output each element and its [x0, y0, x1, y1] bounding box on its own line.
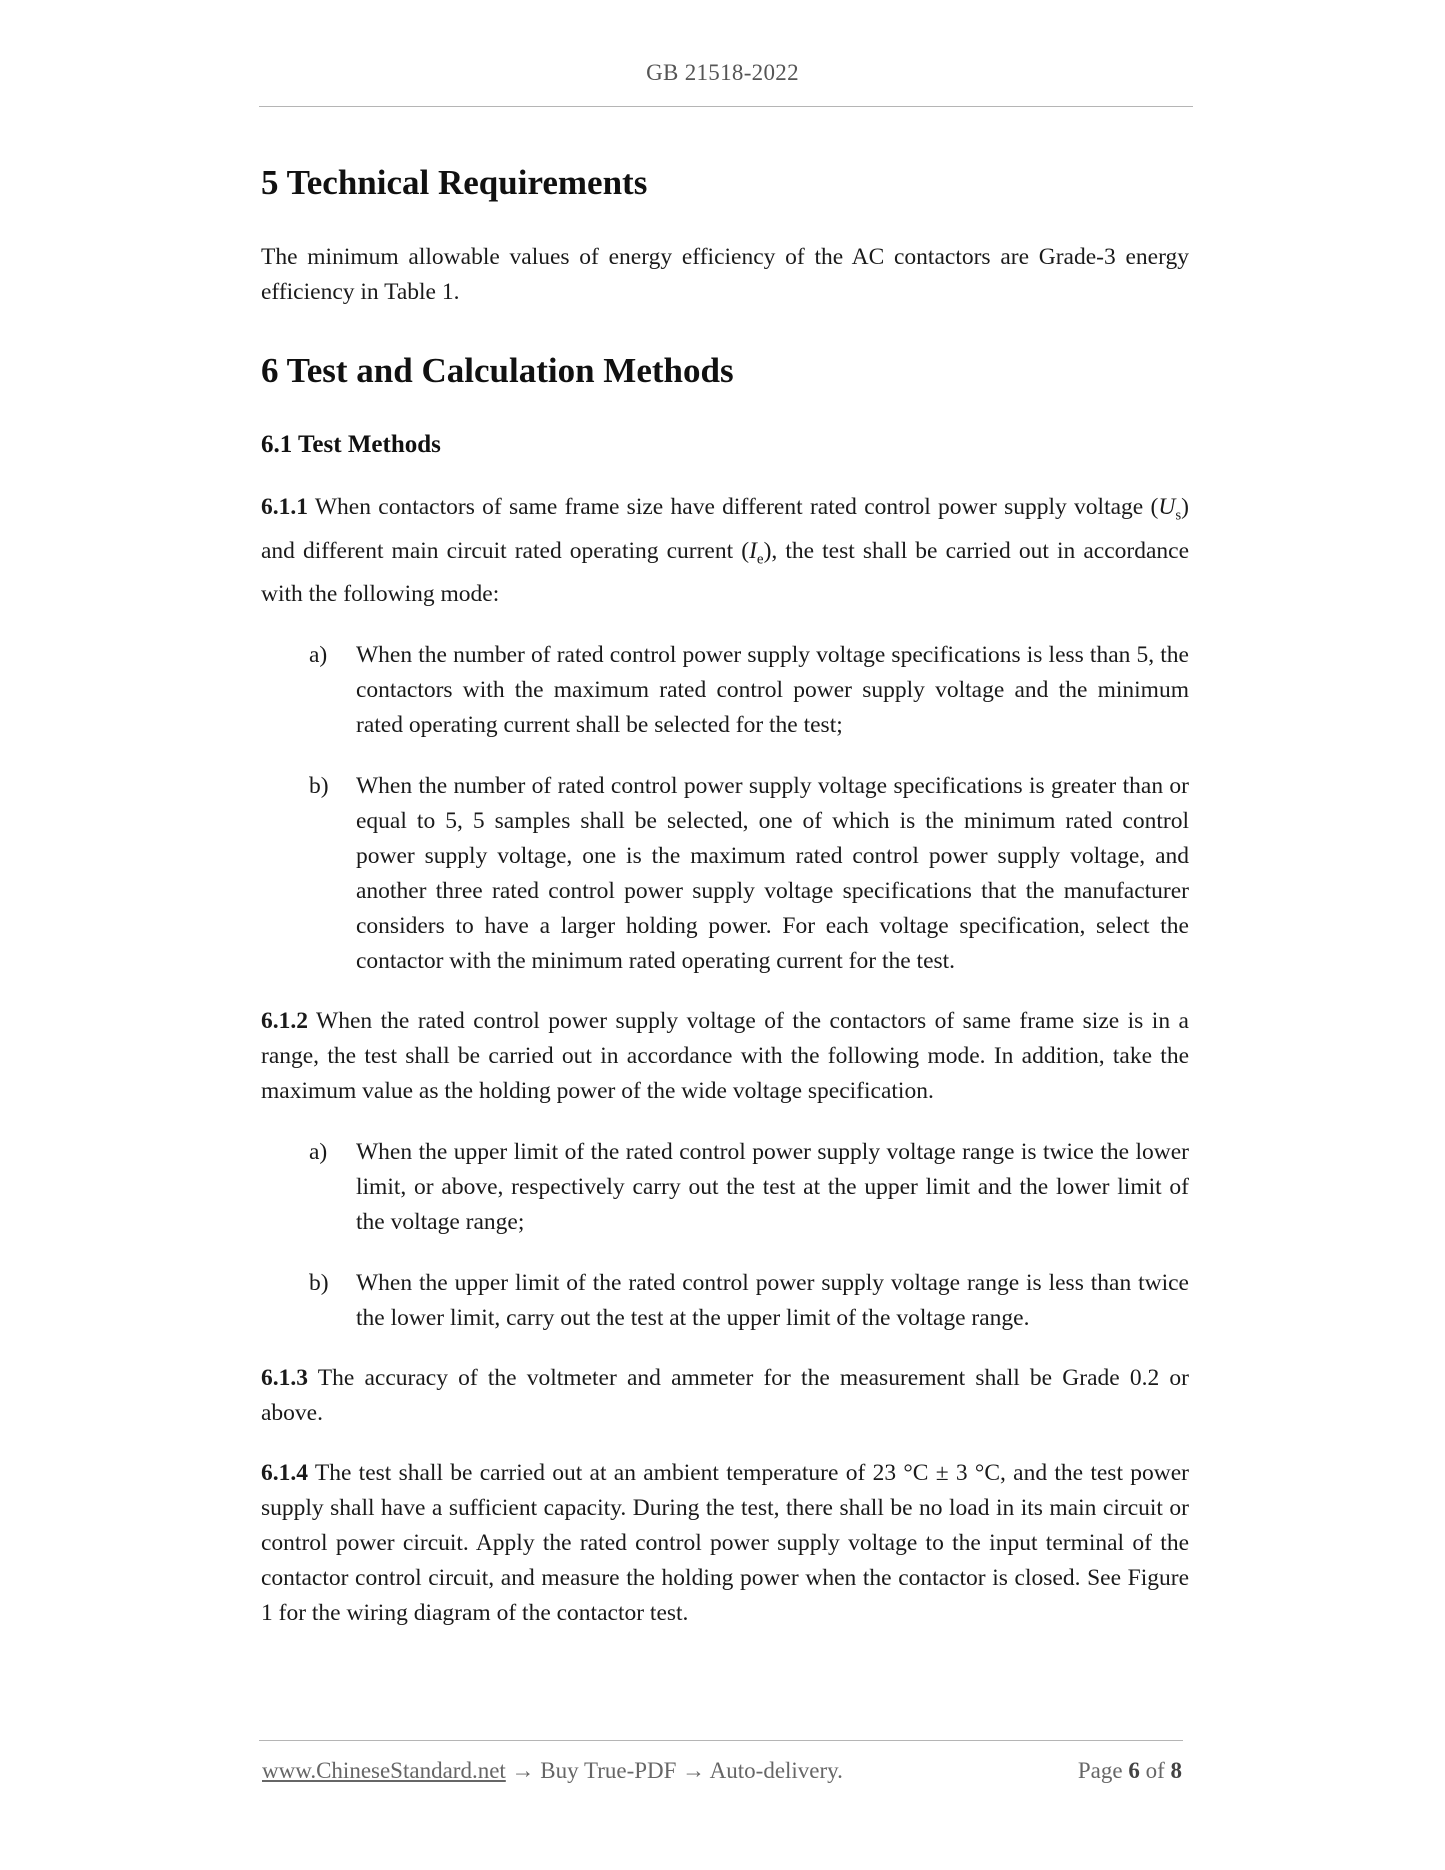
page-footer: [262, 1758, 1182, 1784]
clause-text: ) and different main circuit rated operating current (: [261, 494, 1189, 564]
header-divider: [259, 106, 1193, 107]
clause-text: When contactors of same frame size have different rated control power supply voltage (: [308, 494, 1159, 520]
clause-number: 6.1.4: [261, 1460, 308, 1487]
list-item-text: When the upper limit of the rated control power supply voltage range is twice the lower limit, or above, respectively carry out the test at the upper limit and the lower limit of the voltage range;: [356, 1139, 1189, 1236]
page-label: Page: [1077, 1758, 1129, 1783]
footer-left: [262, 1758, 843, 1784]
running-header: GB 21518-2022: [646, 60, 799, 85]
clause-text: ), the test shall be carried out in accordance with the following mode:: [261, 537, 1190, 608]
list-item: [261, 769, 1189, 979]
list-item: [261, 638, 1189, 743]
list-item-text: When the number of rated control power supply voltage specifications is less than 5, the contactors with the maximum rated control power supply voltage and the minimum rated operating current shall be selected for the test;: [356, 642, 1189, 739]
list-item-text: When the upper limit of the rated control power supply voltage range is less than twice the lower limit, carry out the test at the upper limit of the voltage range.: [356, 1270, 1189, 1332]
website-link[interactable]: www.ChineseStandard.net: [262, 1758, 506, 1783]
clause-number: 6.1.1: [261, 494, 308, 520]
clause-6-1-2: [261, 1004, 1189, 1109]
symbol-i-subscript: e: [756, 551, 764, 568]
symbol-u: U: [1158, 494, 1176, 520]
list-marker: b): [309, 773, 329, 800]
clause-6-1-1: [261, 490, 1189, 612]
subsection-6-1-heading: 6.1 Test Methods: [261, 431, 441, 458]
clause-number: 6.1.2: [261, 1008, 308, 1035]
list-item: [261, 1266, 1189, 1336]
list-marker: a): [309, 642, 328, 669]
list-item-text: When the number of rated control power supply voltage specifications is greater than or equal to 5, 5 samples shall be selected, one of which is the minimum rated control power supply voltage, one is the maximum rated control power supply voltage, and another three rated control power supply voltage specifications that the manufacturer considers to have a larger holding power. For each voltage specification, select the contactor with the minimum rated operating current for the test.: [356, 773, 1189, 975]
section-6-heading: 6 Test and Calculation Methods: [261, 351, 734, 390]
footer-divider: [259, 1740, 1183, 1741]
footer-tagline: → Buy True-PDF → Auto-delivery.: [505, 1758, 843, 1783]
clause-6-1-4: [261, 1456, 1189, 1631]
clause-text: The accuracy of the voltmeter and ammeter for the measurement shall be Grade 0.2 or above.: [261, 1365, 1189, 1427]
list-item: [261, 1135, 1189, 1240]
page-indicator: [1078, 1758, 1182, 1784]
clause-number: 6.1.3: [261, 1365, 308, 1392]
list-marker: a): [309, 1139, 328, 1166]
symbol-u-subscript: s: [1175, 507, 1182, 524]
total-pages-number: 8: [1170, 1758, 1182, 1783]
symbol-i: I: [749, 537, 757, 564]
list-marker: b): [309, 1270, 329, 1297]
clause-6-1-3: [261, 1361, 1189, 1431]
page-body: [261, 158, 1189, 1631]
of-label: of: [1139, 1758, 1171, 1783]
section-5-heading: 5 Technical Requirements: [261, 163, 648, 202]
current-page-number: 6: [1128, 1758, 1140, 1783]
clause-text: The test shall be carried out at an ambient temperature of 23 °C ± 3 °C, and the test power supply shall have a sufficient capacity. During the test, there shall be no load in its main circuit or control power circuit. Apply the rated control power supply voltage to the input terminal of the contactor control circuit, and measure the holding power when the contactor is closed. See Figure 1 for the wiring diagram of the contactor test.: [261, 1460, 1189, 1627]
section-5-paragraph: The minimum allowable values of energy efficiency of the AC contactors are Grade-3 energy efficiency in Table 1.: [261, 244, 1189, 305]
clause-text: When the rated control power supply voltage of the contactors of same frame size is in a range, the test shall be carried out in accordance with the following mode. In addition, take the maximum value as the holding power of the wide voltage specification.: [261, 1008, 1189, 1105]
